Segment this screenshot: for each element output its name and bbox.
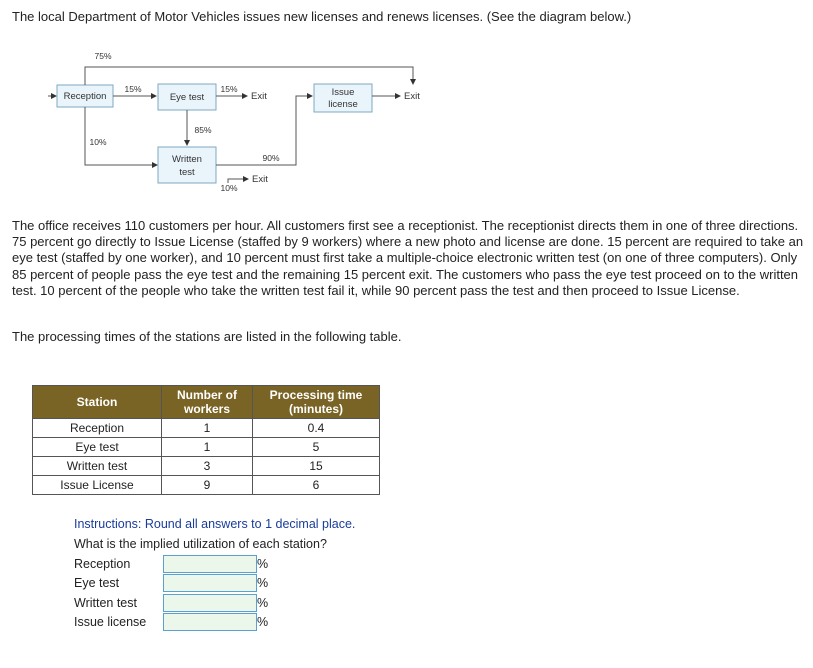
percent-unit: % [257, 557, 269, 571]
cell-time: 5 [253, 438, 380, 457]
percent-unit: % [257, 576, 269, 590]
issue-license-utilization-input[interactable] [163, 613, 257, 631]
cell-station: Written test [33, 457, 162, 476]
intro-text: The local Department of Motor Vehicles issues new licenses and renews licenses. (See the diagram below.) [12, 9, 632, 24]
answer-label-issue-license: Issue license [74, 615, 147, 629]
issue-label-1: Issue [331, 87, 355, 98]
instructions-text: Instructions: Round all answers to 1 decimal place. [74, 517, 356, 531]
table-row [33, 457, 380, 476]
exit-eye-label: Exit [251, 91, 267, 102]
cell-time: 15 [253, 457, 380, 476]
cell-workers: 3 [162, 457, 253, 476]
pct-fail-written-label: 10% [220, 183, 238, 193]
pct-pass-eye-label: 85% [194, 125, 212, 135]
header-station: Station [33, 386, 162, 419]
problem-paragraph: The office receives 110 customers per hour. All customers first see a receptionist. The receptionist directs them in one of three directions. 75 percent go directly to Issue License (staffed by 9 workers) where a new photo and license are done. 15 percent are required to take an eye test (staffed by one worker), and 10 percent must first take a multiple-choice electronic written test (on one of three computers). Only 85 percent of people pass the eye test and the remaining 15 percent exit. The customers who pass the eye test proceed on to the written test. 10 percent of the people who take the written test fail it, while 90 percent pass the test and then proceed to Issue License. [12, 218, 804, 298]
table-row [33, 476, 380, 495]
header-workers: Number of workers [162, 386, 253, 419]
table-intro-paragraph: The processing times of the stations are listed in the following table. [12, 329, 402, 344]
exit-written-label: Exit [252, 174, 268, 185]
written-test-utilization-input[interactable] [163, 594, 257, 612]
written-label-1: Written [172, 154, 202, 165]
written-label-2: test [179, 167, 195, 178]
table-header-row [33, 386, 380, 419]
table-row [33, 438, 380, 457]
header-time: Processing time (minutes) [253, 386, 380, 419]
pct-top-label: 75% [94, 51, 112, 61]
process-flow-diagram [0, 0, 813, 215]
cell-time: 6 [253, 476, 380, 495]
cell-station: Eye test [33, 438, 162, 457]
pct-eye-label: 15% [124, 84, 142, 94]
cell-workers: 1 [162, 438, 253, 457]
cell-workers: 9 [162, 476, 253, 495]
percent-unit: % [257, 615, 269, 629]
pct-pass-written-label: 90% [262, 153, 280, 163]
cell-time: 0.4 [253, 419, 380, 438]
flow-arrow-written [85, 107, 157, 165]
table-row [33, 419, 380, 438]
pct-fail-eye-label: 15% [220, 84, 238, 94]
cell-station: Reception [33, 419, 162, 438]
reception-label: Reception [63, 91, 107, 102]
percent-unit: % [257, 596, 269, 610]
flow-arrow-75 [85, 67, 413, 85]
eye-test-label: Eye test [169, 92, 205, 103]
answer-label-reception: Reception [74, 557, 131, 571]
pct-written-label: 10% [89, 137, 107, 147]
issue-label-2: license [328, 99, 358, 110]
cell-workers: 1 [162, 419, 253, 438]
exit-issue-label: Exit [404, 91, 420, 102]
processing-times-table [32, 385, 380, 495]
reception-utilization-input[interactable] [163, 555, 257, 573]
answer-label-eye-test: Eye test [74, 576, 120, 590]
question-text: What is the implied utilization of each station? [74, 537, 327, 551]
eye-test-utilization-input[interactable] [163, 574, 257, 592]
cell-station: Issue License [33, 476, 162, 495]
answer-label-written-test: Written test [74, 596, 137, 610]
